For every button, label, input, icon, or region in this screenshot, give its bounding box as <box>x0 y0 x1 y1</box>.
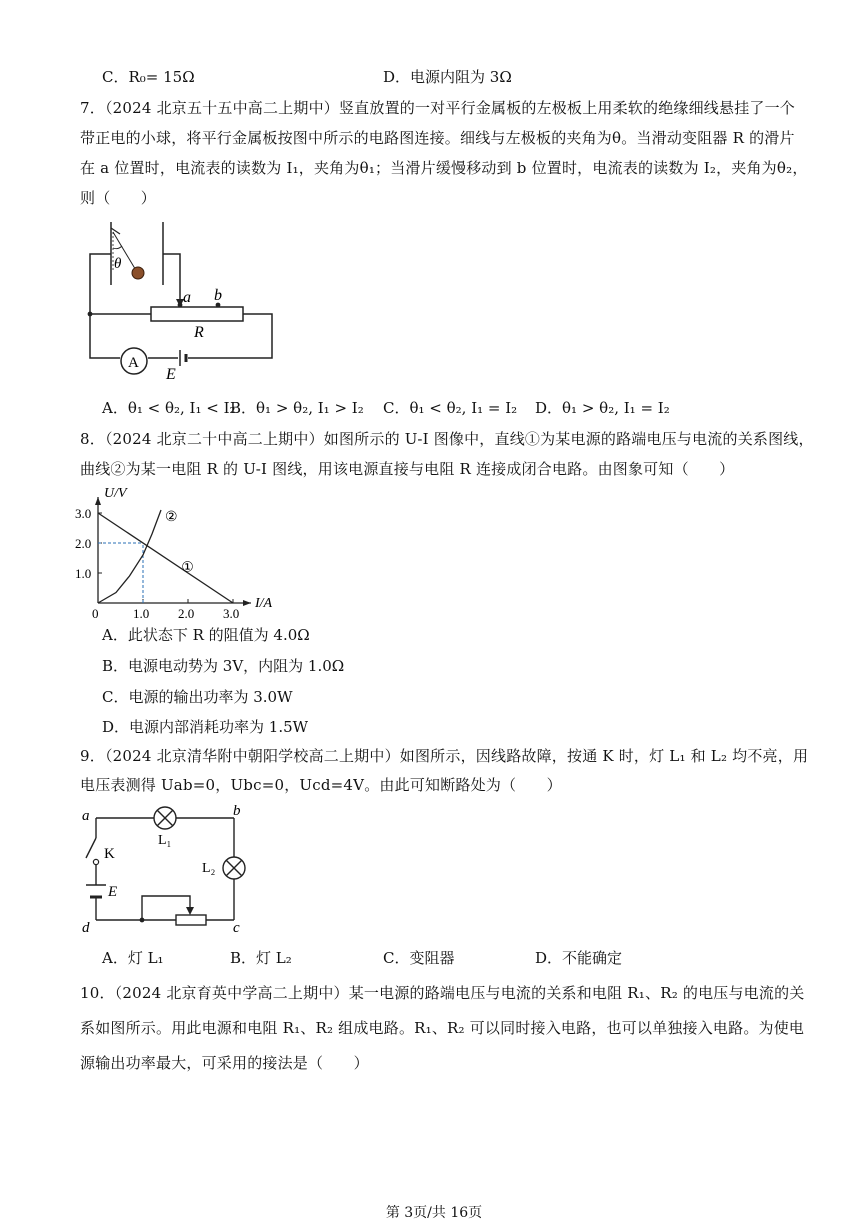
q10-line-3: 源输出功率最大，可采用的接法是（ ） <box>80 1054 369 1072</box>
origin-label: 0 <box>92 606 99 621</box>
q10-line-1: 10．（2024 北京育英中学高二上期中）某一电源的路端电压与电流的关系和电阻 R₁、R₂ 的电压与电流的关 <box>80 984 805 1002</box>
q9-line-2: 电压表测得 Uab=0，Ubc=0，Ucd=4V。由此可知断路处为（ ） <box>80 776 562 794</box>
emf-label: E <box>166 366 176 383</box>
y-tick-label: 2.0 <box>75 536 92 551</box>
series-2-label: ② <box>165 510 178 525</box>
q8-line-2: 曲线②为某一电阻 R 的 U-I 图线，用该电源直接与电阻 R 连接成闭合电路。由图象可知（ ） <box>80 460 735 478</box>
x-tick-label: 2.0 <box>178 606 195 621</box>
q7-line-3: 在 a 位置时，电流表的读数为 I₁，夹角为θ₁；当滑片缓慢移动到 b 位置时，电流表的读数为 I₂，夹角为θ₂， <box>80 159 808 177</box>
q7-line-4: 则（ ） <box>80 189 157 207</box>
q8-line-1: 8．（2024 北京二十中高二上期中）如图所示的 U-I 图像中，直线①为某电源的路端电压与电流的关系图线， <box>80 430 814 448</box>
prev-option-d: D．电源内阻为 3Ω <box>383 68 512 86</box>
x-axis-label: I/A <box>255 596 273 611</box>
q9-option-b: B．灯 L₂ <box>230 949 292 967</box>
q7-line-2: 带正电的小球，将平行金属板按图中所示的电路图连接。细线与左极板的夹角为θ。当滑动变阻器 R 的滑片 <box>80 129 795 147</box>
series-1-label: ① <box>181 560 194 576</box>
q9-option-c: C．变阻器 <box>383 949 455 967</box>
switch-label: K <box>104 846 115 862</box>
q7-option-b: B．θ₁ > θ₂, I₁ > I₂ <box>230 399 364 417</box>
y-axis-label: U/V <box>104 486 127 501</box>
page-footer: 第 3页/共 16页 <box>385 1205 483 1221</box>
point-d-label-q9: d <box>82 920 90 936</box>
y-tick-label: 1.0 <box>75 566 92 581</box>
ammeter-label: A <box>128 355 139 371</box>
switch-contact <box>93 859 98 864</box>
y-tick-label: 3.0 <box>75 506 92 521</box>
q9-option-a: A．灯 L₁ <box>102 949 164 967</box>
lamp-1-label: L₁ <box>158 833 172 848</box>
theta-label: θ <box>114 256 122 272</box>
q8-option-b: B．电源电动势为 3V，内阻为 1.0Ω <box>102 657 345 675</box>
rheostat-label: R <box>194 324 204 341</box>
q9-line-1: 9．（2024 北京清华附中朝阳学校高二上期中）如图所示，因线路故障，按通 K 时，灯 L₁ 和 L₂ 均不亮，用 <box>80 747 809 765</box>
lamp-2-label: L₂ <box>202 861 216 876</box>
q8-option-c: C．电源的输出功率为 3.0W <box>102 688 293 706</box>
point-b-label-q9: b <box>233 803 241 819</box>
point-a-label-q9: a <box>82 808 90 824</box>
x-tick-label: 1.0 <box>133 606 150 621</box>
prev-option-c: C．R₀= 15Ω <box>102 68 195 86</box>
point-a-label: a <box>183 289 191 306</box>
q8-option-d: D．电源内部消耗功率为 1.5W <box>102 718 309 736</box>
q7-line-1: 7．（2024 北京五十五中高二上期中）竖直放置的一对平行金属板的左极板上用柔软的绝缘细线悬挂了一个 <box>80 99 795 117</box>
q7-option-a: A．θ₁ < θ₂, I₁ < I₂ <box>102 399 236 417</box>
emf-label-q9: E <box>108 884 118 900</box>
point-c-label-q9: c <box>233 920 240 936</box>
x-tick-label: 3.0 <box>223 606 240 621</box>
q7-option-c: C．θ₁ < θ₂, I₁ = I₂ <box>383 399 518 417</box>
q10-line-2: 系如图所示。用此电源和电阻 R₁、R₂ 组成电路。R₁、R₂ 可以同时接入电路，也可以单独接入电路。为使电 <box>80 1019 805 1037</box>
q7-option-d: D．θ₁ > θ₂, I₁ = I₂ <box>535 399 670 417</box>
q8-option-a: A．此状态下 R 的阻值为 4.0Ω <box>102 626 310 644</box>
q9-option-d: D．不能确定 <box>535 949 623 967</box>
point-b-label: b <box>214 287 222 304</box>
